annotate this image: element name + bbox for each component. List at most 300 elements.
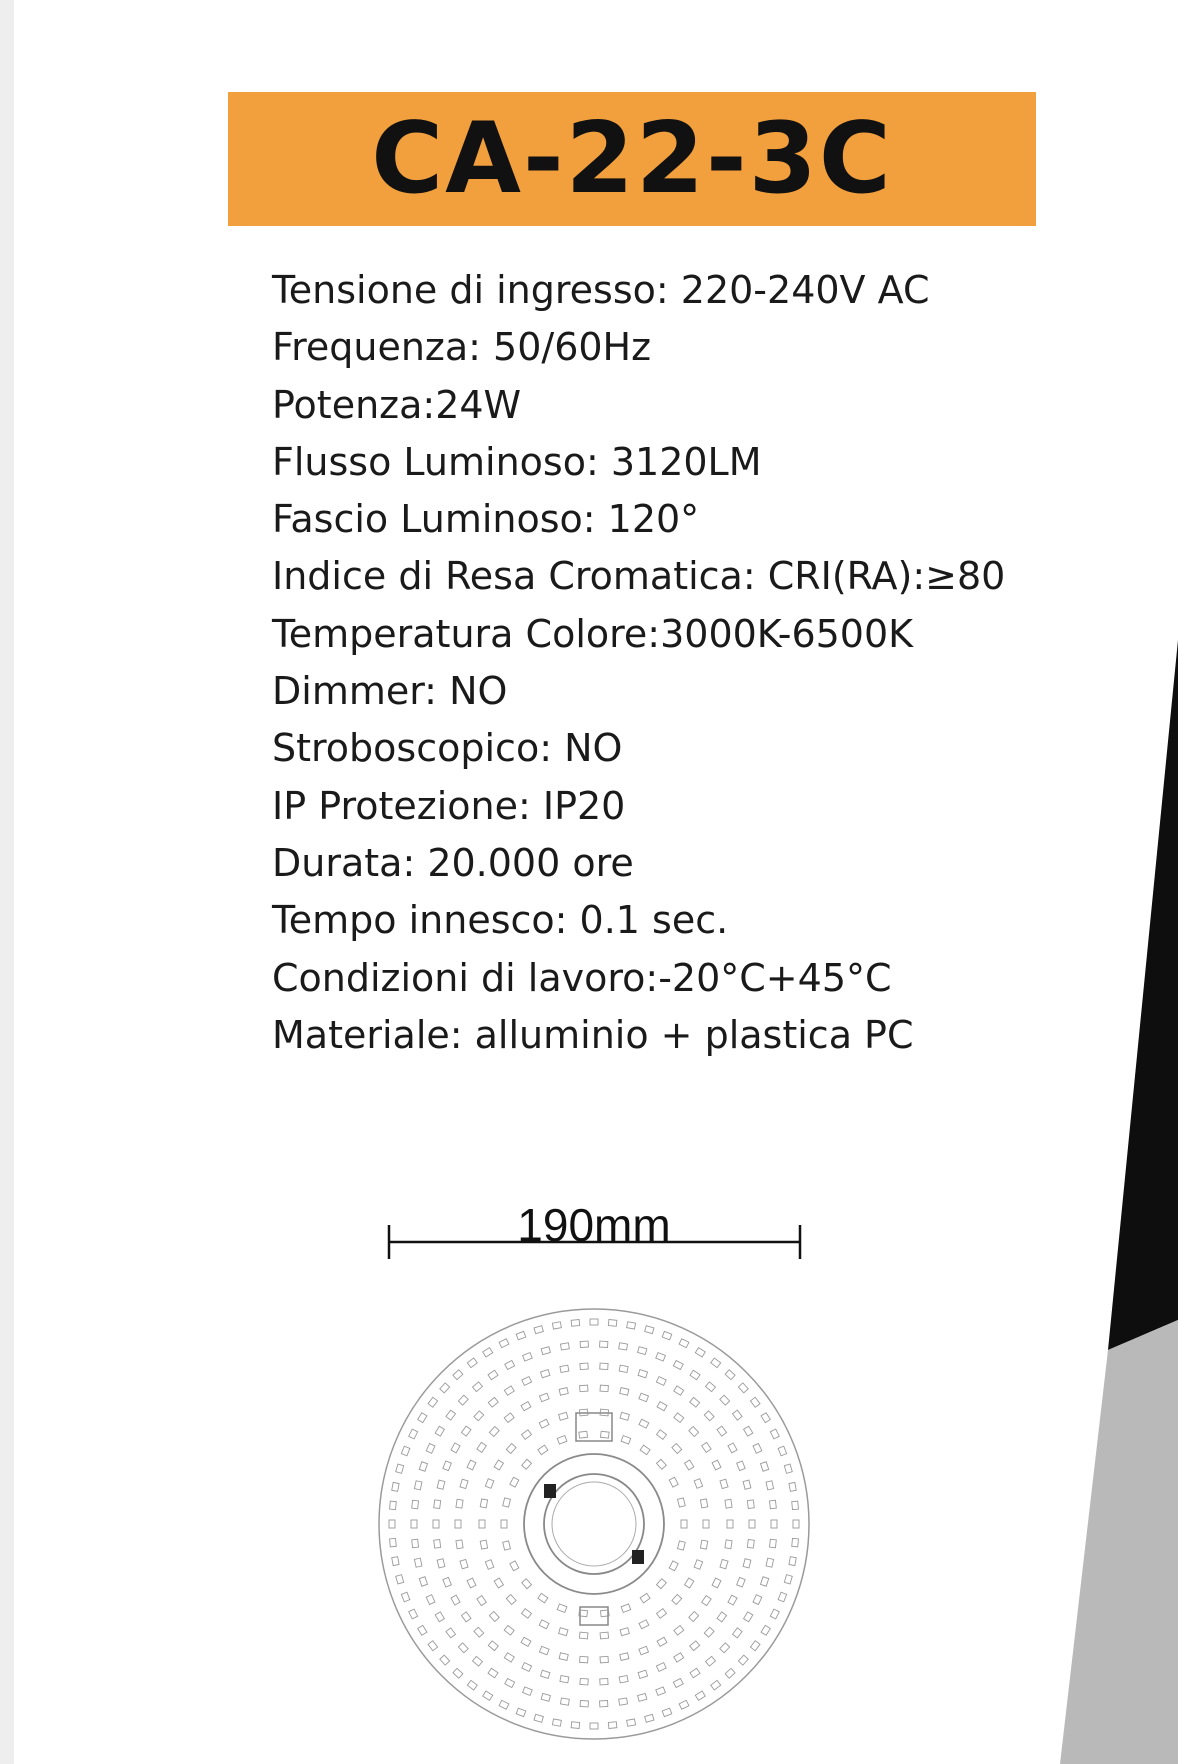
led-chip xyxy=(446,1628,456,1638)
led-chip xyxy=(580,1700,588,1706)
led-chip xyxy=(645,1714,654,1722)
led-chip xyxy=(761,1625,770,1635)
led-chip xyxy=(434,1500,441,1509)
led-chip xyxy=(673,1360,683,1369)
led-chip xyxy=(418,1413,427,1423)
led-chip xyxy=(552,1719,561,1726)
led-chip xyxy=(488,1641,498,1651)
led-chip xyxy=(640,1593,650,1602)
led-chip xyxy=(720,1479,728,1488)
led-chip xyxy=(488,1668,498,1677)
led-chips xyxy=(389,1319,799,1729)
led-chip xyxy=(720,1643,730,1653)
led-chip xyxy=(639,1620,649,1629)
led-chip xyxy=(418,1625,427,1635)
led-chip xyxy=(414,1558,422,1567)
led-chip xyxy=(456,1499,463,1508)
led-chip xyxy=(580,1341,588,1347)
led-chip xyxy=(640,1445,650,1454)
led-chip xyxy=(506,1444,516,1454)
led-chip xyxy=(419,1577,427,1586)
led-chip xyxy=(435,1612,444,1622)
led-chip xyxy=(770,1609,779,1619)
led-chip xyxy=(662,1331,672,1339)
led-chip xyxy=(639,1646,649,1655)
led-chip xyxy=(672,1595,682,1605)
led-chip xyxy=(674,1653,684,1662)
led-chip xyxy=(685,1460,694,1470)
led-chip xyxy=(523,1353,533,1362)
led-chip xyxy=(534,1326,543,1334)
led-chip xyxy=(769,1539,776,1548)
led-chip xyxy=(704,1411,714,1421)
led-chip xyxy=(712,1460,721,1470)
led-chip xyxy=(619,1676,628,1683)
led-chip xyxy=(489,1612,499,1622)
led-chip xyxy=(453,1668,463,1678)
led-chip xyxy=(600,1363,608,1369)
led-chip xyxy=(522,1609,532,1619)
led-chip xyxy=(504,1653,514,1662)
led-chip xyxy=(678,1541,686,1550)
led-chip xyxy=(638,1693,647,1701)
led-chip xyxy=(656,1687,666,1696)
led-chip xyxy=(390,1501,397,1510)
led-chip xyxy=(446,1410,456,1420)
led-chip xyxy=(557,1436,567,1444)
board-inner-ring xyxy=(524,1454,664,1594)
led-chip xyxy=(645,1326,654,1334)
led-chip xyxy=(409,1609,418,1619)
led-chip xyxy=(627,1322,636,1329)
led-chip xyxy=(674,1413,684,1423)
board-outline xyxy=(379,1309,809,1739)
led-chip xyxy=(600,1341,608,1347)
led-chip xyxy=(750,1397,760,1407)
led-chip xyxy=(778,1592,786,1602)
led-chip xyxy=(499,1339,509,1348)
led-chip xyxy=(743,1480,751,1489)
spec-frequency: Frequenza: 50/60Hz xyxy=(272,325,652,370)
led-chip xyxy=(473,1382,483,1392)
led-chip xyxy=(711,1358,721,1368)
led-chip xyxy=(760,1462,768,1471)
led-chip xyxy=(411,1520,417,1528)
led-chip xyxy=(539,1646,549,1655)
led-chip xyxy=(657,1459,667,1469)
led-chip xyxy=(522,1663,532,1672)
led-chip xyxy=(571,1722,580,1729)
led-chip xyxy=(638,1670,647,1678)
led-board-diagram xyxy=(370,1225,820,1745)
led-chip xyxy=(769,1500,776,1509)
led-chip xyxy=(460,1559,468,1568)
led-chip xyxy=(600,1656,608,1663)
led-chip xyxy=(789,1482,796,1491)
led-chip xyxy=(638,1347,647,1355)
led-chip xyxy=(761,1413,770,1423)
led-chip xyxy=(673,1678,683,1687)
led-chip xyxy=(620,1628,629,1636)
led-chip xyxy=(738,1655,748,1665)
board-center-hole xyxy=(544,1474,644,1574)
led-chip xyxy=(541,1347,550,1355)
led-chip xyxy=(690,1641,700,1651)
led-chip xyxy=(571,1320,580,1327)
led-chip xyxy=(608,1320,617,1327)
led-chip xyxy=(679,1700,689,1709)
model-header xyxy=(228,92,1036,226)
led-chip xyxy=(689,1612,699,1622)
led-chip xyxy=(455,1520,461,1528)
led-chip xyxy=(619,1698,628,1705)
led-chip xyxy=(412,1539,419,1548)
led-chip xyxy=(435,1426,444,1436)
led-chip xyxy=(727,1520,733,1528)
led-chip xyxy=(669,1477,678,1487)
led-chip xyxy=(580,1363,588,1369)
led-chip xyxy=(657,1402,667,1411)
led-chip xyxy=(522,1579,532,1589)
led-chip xyxy=(590,1723,598,1729)
led-chip xyxy=(694,1479,702,1489)
led-chip xyxy=(600,1632,609,1639)
led-chip xyxy=(703,1520,709,1528)
led-chip xyxy=(732,1410,742,1420)
led-chip xyxy=(534,1714,543,1722)
led-chip xyxy=(483,1691,493,1700)
led-chip xyxy=(503,1498,511,1507)
led-chip xyxy=(390,1538,397,1547)
led-chip xyxy=(747,1539,754,1548)
led-chip xyxy=(580,1385,588,1392)
led-chip xyxy=(474,1627,484,1637)
led-chip xyxy=(620,1653,629,1661)
led-chip xyxy=(793,1520,799,1528)
led-chip xyxy=(467,1680,477,1690)
led-chip xyxy=(681,1520,687,1528)
led-chip xyxy=(580,1678,588,1684)
led-chip xyxy=(504,1413,514,1423)
led-chip xyxy=(704,1627,714,1637)
led-chip xyxy=(488,1370,498,1379)
led-chip xyxy=(557,1604,567,1612)
led-chip xyxy=(458,1395,468,1405)
led-chip xyxy=(672,1444,682,1454)
led-chip xyxy=(579,1431,588,1438)
led-chip xyxy=(483,1348,493,1357)
led-chip xyxy=(600,1385,608,1392)
led-chip xyxy=(712,1578,721,1588)
led-chip xyxy=(690,1397,700,1407)
led-chip xyxy=(467,1460,476,1470)
led-chip xyxy=(505,1360,515,1369)
led-chip xyxy=(538,1593,548,1602)
led-chip xyxy=(392,1557,399,1566)
led-chip xyxy=(560,1698,569,1705)
led-chip xyxy=(792,1538,799,1547)
led-chip xyxy=(504,1386,514,1395)
led-chip xyxy=(392,1482,399,1491)
led-chip xyxy=(522,1377,532,1386)
spec-stroboscopic: Stroboscopico: NO xyxy=(272,726,623,771)
led-chip xyxy=(732,1628,742,1638)
led-chip xyxy=(700,1540,707,1549)
led-chip xyxy=(451,1595,460,1605)
led-chip xyxy=(510,1477,519,1487)
model-title: CA-22-3C xyxy=(371,102,893,216)
led-chip xyxy=(488,1397,498,1407)
led-chip xyxy=(656,1663,666,1672)
led-chip xyxy=(451,1443,460,1453)
led-chip xyxy=(621,1436,631,1444)
spec-cri: Indice di Resa Cromatica: CRI(RA):≥80 xyxy=(272,554,1006,599)
led-chip xyxy=(621,1604,631,1612)
led-chip xyxy=(494,1460,503,1470)
led-chip xyxy=(480,1499,487,1508)
led-chip xyxy=(485,1479,493,1489)
spec-material: Materiale: alluminio + plastica PC xyxy=(272,1012,914,1057)
led-chip xyxy=(744,1426,753,1436)
led-chip xyxy=(522,1459,532,1469)
led-chip xyxy=(499,1700,509,1709)
led-chip xyxy=(627,1719,636,1726)
led-chip xyxy=(458,1643,468,1653)
led-chip xyxy=(750,1641,760,1651)
led-chip xyxy=(600,1678,608,1684)
dimension-line xyxy=(389,1225,800,1259)
led-chip xyxy=(725,1540,732,1549)
led-chip xyxy=(737,1461,746,1471)
led-chip xyxy=(539,1393,549,1402)
led-chip xyxy=(437,1559,445,1568)
led-chip xyxy=(706,1656,716,1666)
spec-luminous-flux: Flusso Luminoso: 3120LM xyxy=(272,439,762,484)
led-chip xyxy=(506,1595,516,1605)
led-chip xyxy=(505,1678,515,1687)
led-chip xyxy=(460,1479,468,1488)
led-chip xyxy=(538,1445,548,1454)
led-chip xyxy=(760,1577,768,1586)
led-chip xyxy=(600,1700,608,1706)
led-chip xyxy=(521,1637,531,1646)
led-chip xyxy=(434,1539,441,1548)
led-chip xyxy=(717,1426,727,1436)
led-chip xyxy=(516,1331,526,1339)
led-chip xyxy=(702,1596,711,1606)
led-chip xyxy=(694,1560,702,1570)
board-terminal-2 xyxy=(632,1550,644,1564)
led-chip xyxy=(771,1520,777,1528)
spec-ip-protection: IP Protezione: IP20 xyxy=(272,783,626,828)
led-chip xyxy=(766,1558,774,1567)
led-chip xyxy=(725,1499,732,1508)
led-chip xyxy=(656,1377,666,1386)
led-chip xyxy=(695,1348,705,1357)
led-chip xyxy=(522,1430,532,1440)
led-chip xyxy=(501,1520,507,1528)
led-chip xyxy=(720,1395,730,1405)
board-connector-top xyxy=(576,1413,612,1441)
led-chip xyxy=(485,1560,493,1570)
led-chip xyxy=(559,1628,568,1636)
led-chip xyxy=(516,1708,526,1716)
led-chip xyxy=(737,1577,746,1587)
led-chip xyxy=(590,1319,598,1325)
led-chip xyxy=(784,1464,792,1473)
spec-dimmer: Dimmer: NO xyxy=(272,669,508,714)
led-chip xyxy=(784,1575,792,1584)
led-chip xyxy=(474,1411,484,1421)
led-chip xyxy=(433,1520,439,1528)
led-chip xyxy=(559,1412,568,1420)
spec-color-temperature: Temperatura Colore:3000K-6500K xyxy=(272,611,914,656)
led-chip xyxy=(437,1480,445,1489)
led-chip xyxy=(443,1461,452,1471)
led-chip xyxy=(560,1676,569,1683)
led-chip xyxy=(753,1444,762,1454)
led-chip xyxy=(619,1365,628,1372)
led-chip xyxy=(753,1595,762,1605)
led-chip xyxy=(443,1577,452,1587)
led-chip xyxy=(414,1481,422,1490)
led-chip xyxy=(720,1559,728,1568)
led-chip xyxy=(789,1557,796,1566)
led-chip xyxy=(510,1561,519,1571)
led-chip xyxy=(539,1419,549,1428)
led-chip xyxy=(504,1625,514,1635)
led-chip xyxy=(477,1442,486,1452)
led-chip xyxy=(690,1668,700,1677)
led-chip xyxy=(580,1656,588,1663)
led-chip xyxy=(674,1625,684,1635)
led-chip xyxy=(690,1370,700,1379)
spec-lifetime: Durata: 20.000 ore xyxy=(272,840,634,885)
led-chip xyxy=(608,1722,617,1729)
led-chip xyxy=(770,1429,779,1439)
led-chip xyxy=(695,1691,705,1700)
led-chip xyxy=(725,1668,735,1678)
led-chip xyxy=(747,1500,754,1509)
led-chip xyxy=(662,1708,672,1716)
led-chip xyxy=(396,1575,404,1584)
led-chip xyxy=(428,1641,438,1651)
board-terminal-1 xyxy=(544,1484,556,1498)
led-chip xyxy=(479,1520,485,1528)
led-chip xyxy=(749,1520,755,1528)
led-chip xyxy=(669,1561,678,1571)
led-chip xyxy=(679,1339,689,1348)
led-chip xyxy=(453,1370,463,1380)
led-chip xyxy=(389,1520,395,1528)
led-chip xyxy=(473,1656,483,1666)
led-chip xyxy=(440,1655,450,1665)
led-chip xyxy=(523,1687,533,1696)
led-chip xyxy=(766,1481,774,1490)
led-chip xyxy=(620,1412,629,1420)
led-chip xyxy=(467,1358,477,1368)
led-chip xyxy=(728,1443,737,1453)
led-chip xyxy=(738,1383,748,1393)
led-chip xyxy=(560,1365,569,1372)
led-chip xyxy=(467,1578,476,1588)
led-chip xyxy=(426,1444,435,1454)
led-chip xyxy=(559,1653,568,1661)
led-chip xyxy=(619,1343,628,1350)
led-chip xyxy=(678,1498,686,1507)
spec-ignition-time: Tempo innesco: 0.1 sec. xyxy=(272,898,729,943)
led-chip xyxy=(792,1501,799,1510)
led-chip xyxy=(657,1430,667,1440)
led-chip xyxy=(702,1442,711,1452)
led-chip xyxy=(728,1595,737,1605)
led-chip xyxy=(600,1431,609,1438)
led-chip xyxy=(401,1592,409,1602)
led-chip xyxy=(674,1386,684,1395)
led-chip xyxy=(743,1559,751,1568)
spec-list xyxy=(272,262,1005,1064)
led-chip xyxy=(717,1612,727,1622)
led-chip xyxy=(579,1632,588,1639)
led-chip xyxy=(503,1541,511,1550)
led-chip xyxy=(638,1370,647,1378)
board-center-hole-inner xyxy=(552,1482,636,1566)
led-chip xyxy=(725,1370,735,1380)
led-chip xyxy=(461,1612,471,1622)
dimension-label: 190mm xyxy=(517,1199,671,1251)
led-chip xyxy=(657,1637,667,1646)
led-chip xyxy=(706,1382,716,1392)
led-chip xyxy=(700,1499,707,1508)
spec-beam-angle: Fascio Luminoso: 120° xyxy=(272,497,700,542)
led-chip xyxy=(412,1500,419,1509)
led-chip xyxy=(685,1578,694,1588)
led-chip xyxy=(521,1402,531,1411)
led-chip xyxy=(426,1595,435,1605)
led-chip xyxy=(559,1388,568,1396)
spec-power: Potenza:24W xyxy=(272,382,522,427)
led-chip xyxy=(552,1322,561,1329)
led-chip xyxy=(560,1343,569,1350)
led-chip xyxy=(409,1429,418,1439)
led-chip xyxy=(657,1609,667,1619)
led-chip xyxy=(419,1462,427,1471)
led-chip xyxy=(711,1680,721,1690)
led-chip xyxy=(539,1620,549,1629)
spec-working-conditions: Condizioni di lavoro:-20°C+45°C xyxy=(272,955,892,1000)
led-chip xyxy=(428,1397,438,1407)
led-chip xyxy=(477,1596,486,1606)
led-chip xyxy=(540,1670,549,1678)
led-chip xyxy=(540,1370,549,1378)
led-chip xyxy=(494,1578,503,1588)
led-chip xyxy=(401,1446,409,1456)
led-chip xyxy=(440,1383,450,1393)
led-chip xyxy=(689,1427,699,1437)
led-chip xyxy=(778,1446,786,1456)
led-chip xyxy=(620,1388,629,1396)
led-chip xyxy=(639,1393,649,1402)
led-chip xyxy=(456,1540,463,1549)
led-chip xyxy=(744,1612,753,1622)
led-chip xyxy=(480,1540,487,1549)
led-chip xyxy=(656,1353,666,1362)
spec-input-voltage: Tensione di ingresso: 220-240V AC xyxy=(272,268,930,312)
led-chip xyxy=(396,1464,404,1473)
led-chip xyxy=(461,1426,471,1436)
led-chip xyxy=(541,1693,550,1701)
led-chip xyxy=(657,1579,667,1589)
